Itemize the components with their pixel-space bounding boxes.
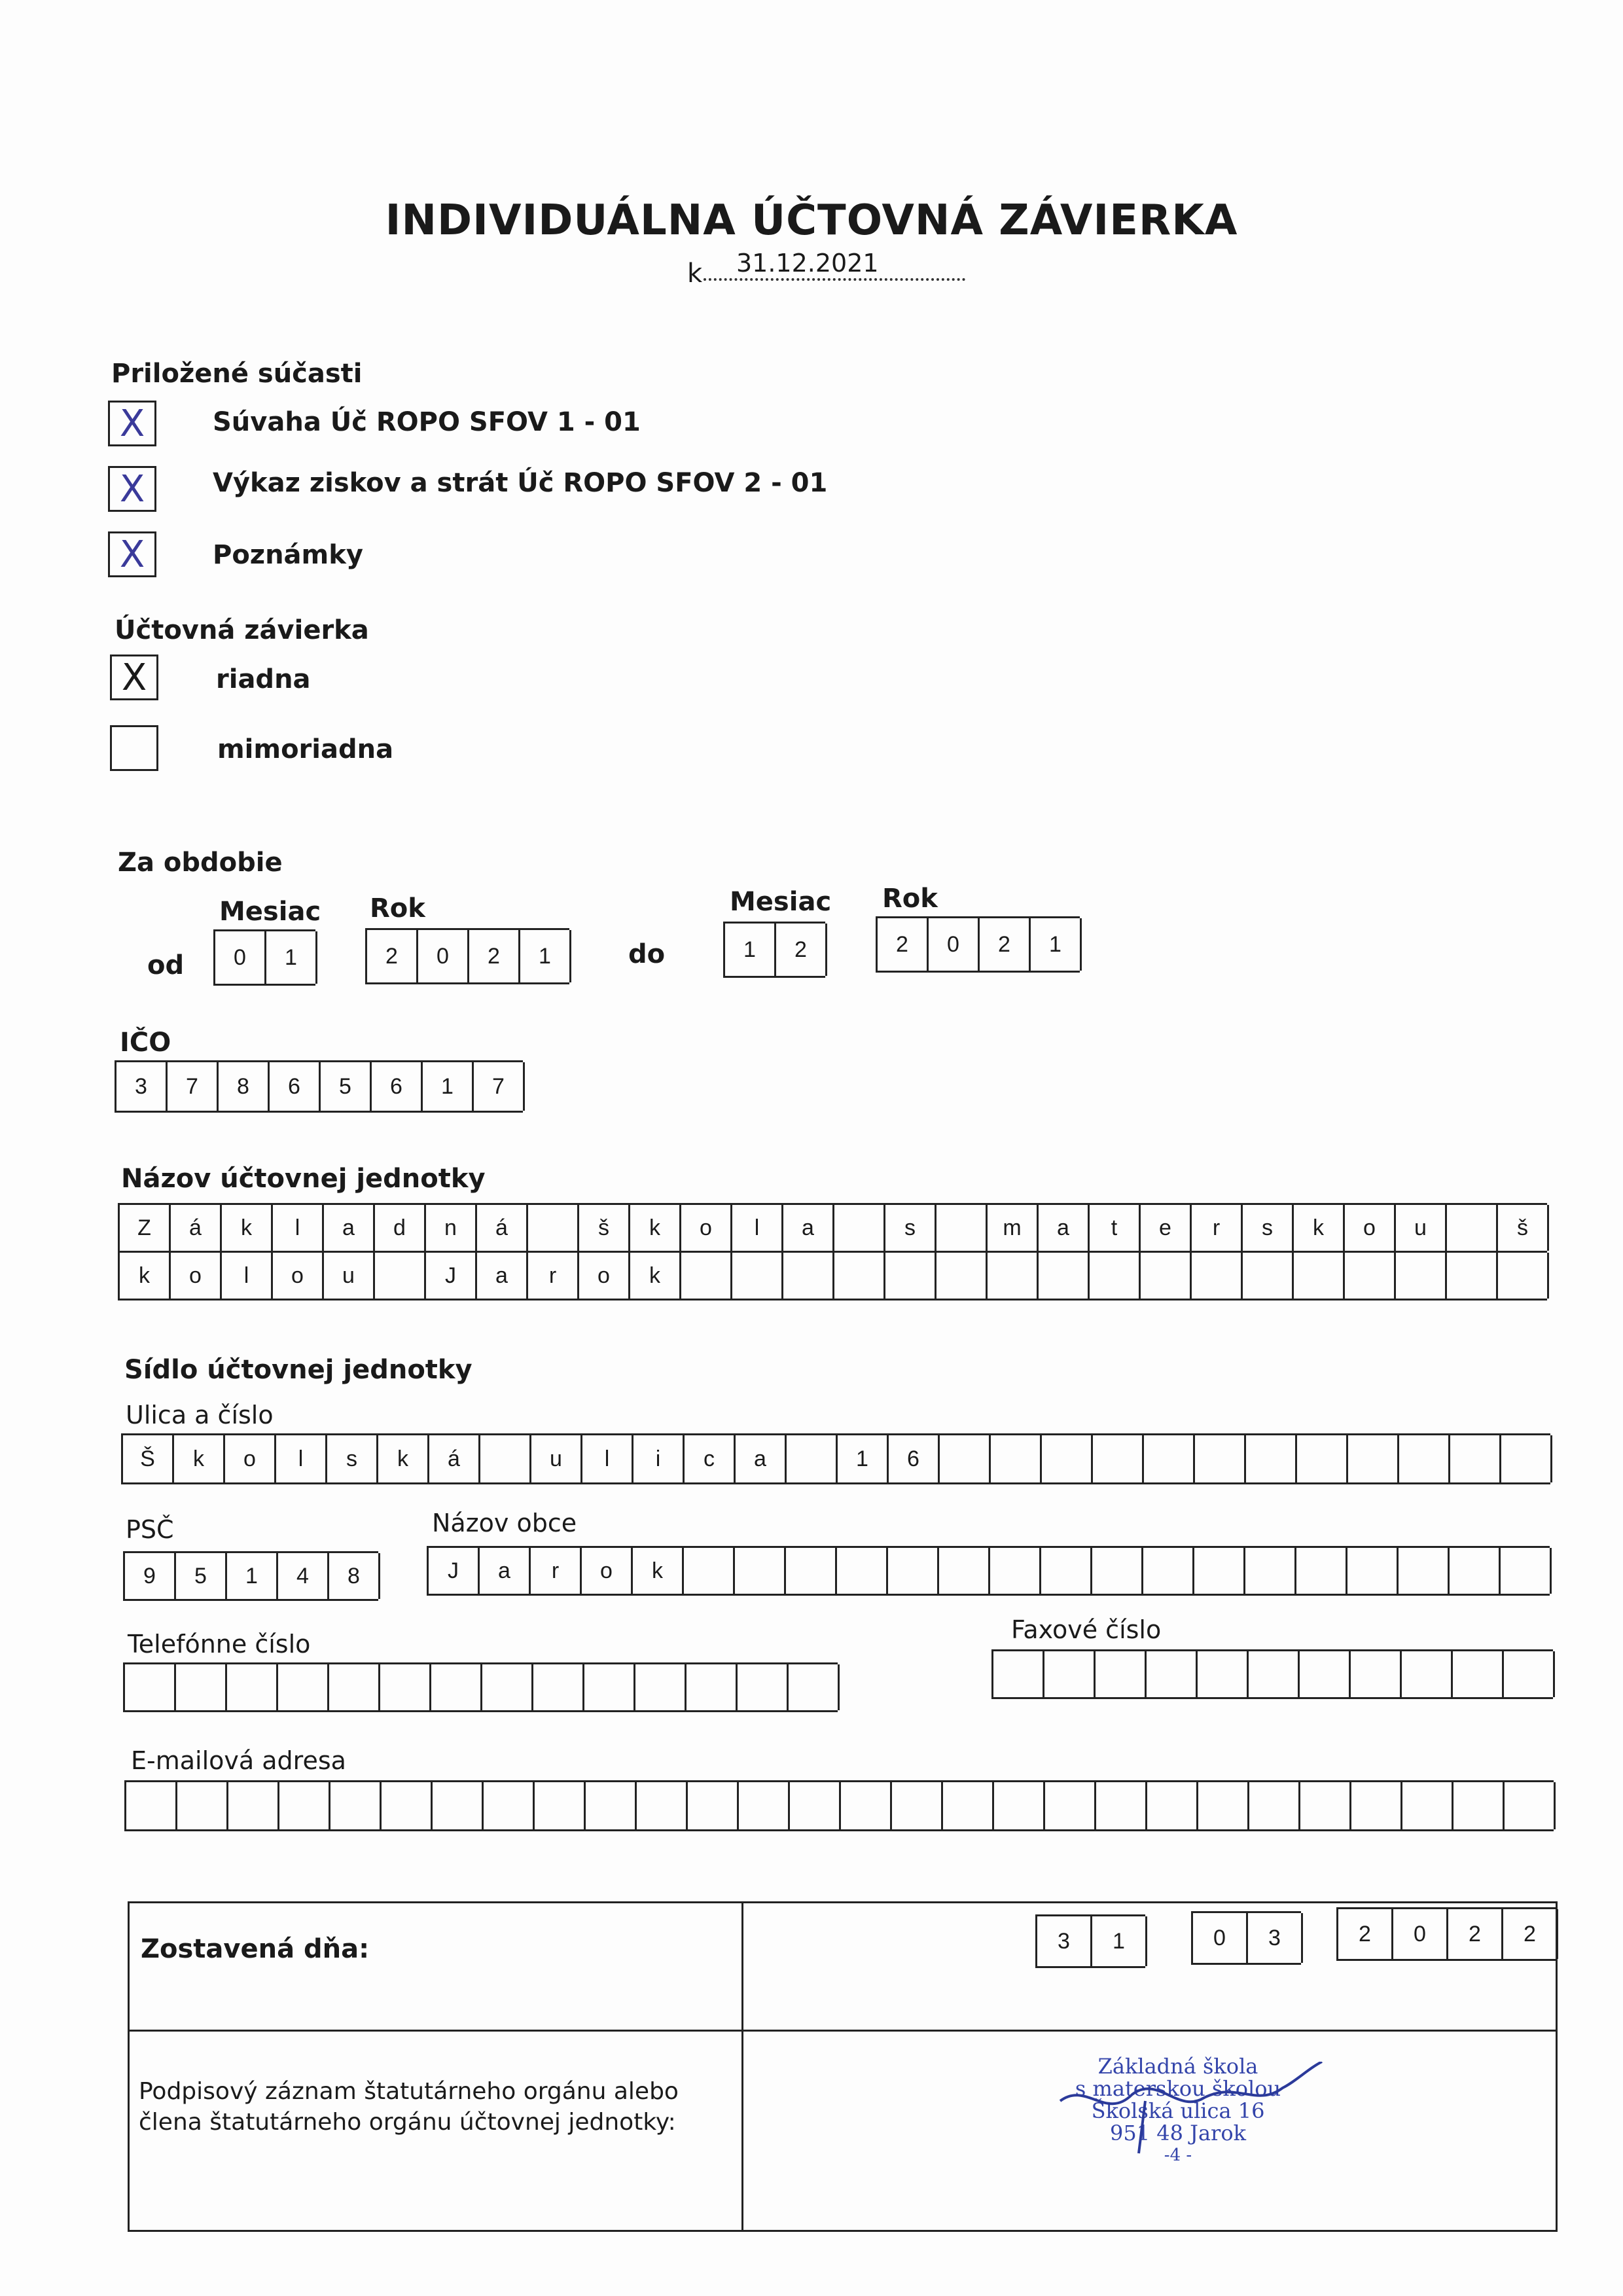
char-cell [943, 1782, 994, 1829]
attachments-heading: Priložené súčasti [111, 359, 363, 389]
char-cell [533, 1664, 584, 1710]
char-cell [739, 1782, 790, 1829]
char-cell [637, 1782, 688, 1829]
digit-cell: 1 [1031, 918, 1082, 971]
char-cell [535, 1782, 586, 1829]
char-cell: a [1039, 1205, 1090, 1251]
digit-cell: 2 [980, 918, 1031, 971]
char-cell [789, 1664, 840, 1710]
char-cell [1147, 1651, 1198, 1697]
char-cell [1453, 1651, 1504, 1697]
char-cell [837, 1548, 888, 1594]
char-cell: u [324, 1253, 375, 1299]
char-cell: r [1192, 1205, 1243, 1251]
char-cell [1450, 1548, 1501, 1594]
char-cell [1042, 1435, 1093, 1482]
closing-date: 31.12.2021 [736, 249, 879, 278]
table-divider [741, 1903, 743, 2230]
digit-cell: 2 [469, 930, 520, 982]
char-cell: k [222, 1205, 273, 1251]
char-cell [382, 1782, 433, 1829]
char-cell [433, 1782, 484, 1829]
digit-cell: 4 [278, 1553, 329, 1599]
char-cell [1447, 1205, 1498, 1251]
period-from-label: od [147, 950, 185, 980]
char-cell [1454, 1782, 1505, 1829]
digit-cell: 7 [168, 1062, 219, 1111]
checkbox-balance-sheet[interactable]: X [108, 401, 156, 446]
char-cell: s [327, 1435, 378, 1482]
char-cell [228, 1782, 279, 1829]
char-cell: J [429, 1548, 480, 1594]
char-cell [1296, 1548, 1347, 1594]
street-label: Ulica a číslo [126, 1401, 274, 1429]
char-cell [1147, 1782, 1198, 1829]
char-cell [1504, 1651, 1555, 1697]
char-cell [528, 1205, 579, 1251]
char-cell [1045, 1782, 1096, 1829]
char-cell: t [1090, 1205, 1141, 1251]
digit-cell: 8 [219, 1062, 270, 1111]
label-regular: riadna [216, 664, 311, 694]
char-cell [1249, 1782, 1300, 1829]
to-year-label: Rok [882, 884, 938, 914]
label-notes: Poznámky [213, 540, 363, 570]
char-cell: 6 [889, 1435, 940, 1482]
char-cell: o [582, 1548, 633, 1594]
char-cell: r [531, 1548, 582, 1594]
phone-field[interactable] [123, 1662, 838, 1712]
char-cell [1300, 1651, 1351, 1697]
char-cell: o [681, 1205, 732, 1251]
char-cell [1351, 1782, 1402, 1829]
char-cell [484, 1782, 535, 1829]
char-cell [1399, 1548, 1450, 1594]
char-cell: a [480, 1548, 531, 1594]
char-cell: o [225, 1435, 276, 1482]
char-cell [1351, 1651, 1402, 1697]
char-cell: s [1243, 1205, 1294, 1251]
char-cell [584, 1664, 635, 1710]
char-cell [1096, 1782, 1147, 1829]
char-cell: a [783, 1205, 834, 1251]
char-cell: l [273, 1205, 324, 1251]
city-label: Názov obce [432, 1509, 577, 1537]
char-cell: n [426, 1205, 477, 1251]
char-cell: k [633, 1548, 684, 1594]
email-field[interactable] [124, 1780, 1554, 1831]
unit-name-row-2[interactable] [118, 1251, 1547, 1300]
char-cell: š [1498, 1205, 1549, 1251]
digit-cell: 0 [929, 918, 980, 971]
ico-label: IČO [120, 1028, 171, 1058]
label-extraordinary: mimoriadna [217, 734, 394, 764]
char-cell: k [1294, 1205, 1345, 1251]
char-cell [688, 1782, 739, 1829]
stamp-line: Základná škola [1097, 2054, 1258, 2079]
char-cell: l [276, 1435, 327, 1482]
from-year-field[interactable] [365, 928, 569, 984]
char-cell [1096, 1651, 1147, 1697]
char-cell [1044, 1651, 1096, 1697]
char-cell [1399, 1435, 1450, 1482]
char-cell [279, 1782, 330, 1829]
char-cell: a [324, 1205, 375, 1251]
char-cell: o [171, 1253, 222, 1299]
char-cell [635, 1664, 687, 1710]
street-field[interactable] [121, 1433, 1550, 1484]
label-balance-sheet: Súvaha Úč ROPO SFOV 1 - 01 [213, 407, 641, 437]
char-cell [936, 1205, 988, 1251]
char-cell [1345, 1253, 1396, 1299]
closing-type-heading: Účtovná závierka [115, 615, 369, 645]
char-cell: á [429, 1435, 480, 1482]
char-cell [177, 1782, 228, 1829]
char-cell [380, 1664, 431, 1710]
char-cell [176, 1664, 227, 1710]
from-year-label: Rok [370, 893, 425, 924]
char-cell [990, 1548, 1041, 1594]
char-cell [888, 1548, 939, 1594]
label-income-statement: Výkaz ziskov a strát Úč ROPO SFOV 2 - 01 [213, 468, 828, 498]
unit-name-row-1[interactable] [118, 1203, 1547, 1253]
handwritten-signature [1047, 2062, 1335, 2166]
char-cell [1198, 1651, 1249, 1697]
char-cell: r [528, 1253, 579, 1299]
char-cell: l [582, 1435, 633, 1482]
char-cell [227, 1664, 278, 1710]
digit-cell: 0 [1193, 1913, 1248, 1963]
char-cell [1294, 1253, 1345, 1299]
ico-field[interactable] [115, 1060, 523, 1113]
fax-label: Faxové číslo [1011, 1615, 1162, 1644]
char-cell: u [1396, 1205, 1447, 1251]
char-cell [1450, 1435, 1501, 1482]
char-cell [988, 1253, 1039, 1299]
char-cell: a [736, 1435, 787, 1482]
psc-field[interactable] [123, 1551, 378, 1601]
char-cell [375, 1253, 426, 1299]
checkbox-regular[interactable]: X [110, 655, 158, 700]
date-dotted-line [704, 278, 965, 281]
digit-cell: 3 [1248, 1913, 1303, 1963]
char-cell [126, 1782, 177, 1829]
char-cell [1194, 1548, 1245, 1594]
char-cell [278, 1664, 329, 1710]
digit-cell: 5 [321, 1062, 372, 1111]
digit-cell: 3 [1037, 1916, 1092, 1966]
char-cell: J [426, 1253, 477, 1299]
city-field[interactable] [427, 1546, 1550, 1596]
char-cell [1039, 1253, 1090, 1299]
char-cell [841, 1782, 892, 1829]
digit-cell: 7 [474, 1062, 525, 1111]
char-cell [787, 1435, 838, 1482]
digit-cell: 2 [776, 924, 827, 976]
char-cell [1090, 1253, 1141, 1299]
char-cell [1198, 1782, 1249, 1829]
digit-cell: 0 [1393, 1909, 1448, 1959]
char-cell: á [171, 1205, 222, 1251]
psc-label: PSČ [126, 1515, 174, 1544]
char-cell: 1 [838, 1435, 889, 1482]
char-cell [1249, 1651, 1300, 1697]
char-cell [1192, 1253, 1243, 1299]
checkbox-extraordinary[interactable] [110, 725, 158, 771]
compiled-label: Zostavená dňa: [141, 1934, 370, 1964]
char-cell [431, 1664, 482, 1710]
char-cell: s [885, 1205, 936, 1251]
char-cell: o [273, 1253, 324, 1299]
char-cell: k [630, 1205, 681, 1251]
digit-cell: 6 [372, 1062, 423, 1111]
phone-label: Telefónne číslo [128, 1630, 311, 1659]
char-cell [687, 1664, 738, 1710]
digit-cell: 2 [367, 930, 418, 982]
char-cell: k [378, 1435, 429, 1482]
char-cell [125, 1664, 176, 1710]
char-cell: a [477, 1253, 528, 1299]
char-cell: Z [120, 1205, 171, 1251]
stamp-line: Školská ulica 16 [1091, 2098, 1265, 2123]
table-divider [130, 2030, 1556, 2032]
char-cell [1246, 1435, 1297, 1482]
digit-cell: 8 [329, 1553, 380, 1599]
char-cell: k [120, 1253, 171, 1299]
digit-cell: 3 [116, 1062, 168, 1111]
email-label: E-mailová adresa [131, 1746, 346, 1775]
document-title: INDIVIDUÁLNA ÚČTOVNÁ ZÁVIERKA [385, 196, 1238, 245]
char-cell: k [174, 1435, 225, 1482]
char-cell [1093, 1435, 1144, 1482]
date-prefix: k [687, 259, 703, 289]
char-cell [1402, 1651, 1453, 1697]
char-cell [994, 1782, 1045, 1829]
unit-name-label: Názov účtovnej jednotky [121, 1164, 486, 1194]
char-cell [329, 1664, 380, 1710]
char-cell: Š [123, 1435, 174, 1482]
compiled-day-field[interactable] [1035, 1914, 1145, 1968]
digit-cell: 6 [270, 1062, 321, 1111]
char-cell: u [531, 1435, 582, 1482]
char-cell [330, 1782, 382, 1829]
char-cell: o [579, 1253, 630, 1299]
char-cell [681, 1253, 732, 1299]
digit-cell: 2 [1338, 1909, 1393, 1959]
stamp-line: 951 48 Jarok [1110, 2121, 1246, 2145]
char-cell: d [375, 1205, 426, 1251]
period-to-label: do [628, 939, 666, 969]
char-cell [1505, 1782, 1556, 1829]
digit-cell: 0 [418, 930, 469, 982]
char-cell [834, 1253, 885, 1299]
char-cell [1092, 1548, 1143, 1594]
compiled-month-field[interactable] [1191, 1911, 1301, 1965]
from-month-label: Mesiac [219, 897, 321, 927]
char-cell [939, 1548, 990, 1594]
char-cell [1144, 1435, 1195, 1482]
compiled-year-field[interactable] [1336, 1907, 1556, 1961]
char-cell [993, 1651, 1044, 1697]
char-cell [790, 1782, 841, 1829]
char-cell [1297, 1435, 1348, 1482]
char-cell [480, 1435, 531, 1482]
char-cell [586, 1782, 637, 1829]
char-cell: k [630, 1253, 681, 1299]
char-cell [1243, 1253, 1294, 1299]
signature-label-line-2: člena štatutárneho orgánu účtovnej jednotky: [139, 2109, 676, 2136]
char-cell [1348, 1435, 1399, 1482]
digit-cell: 1 [520, 930, 571, 982]
char-cell [1501, 1548, 1552, 1594]
char-cell [1141, 1253, 1192, 1299]
char-cell [738, 1664, 789, 1710]
checkbox-income-statement[interactable]: X [108, 466, 156, 512]
char-cell: o [1345, 1205, 1396, 1251]
to-month-label: Mesiac [730, 887, 832, 917]
char-cell [1041, 1548, 1092, 1594]
char-cell [1447, 1253, 1498, 1299]
char-cell [834, 1205, 885, 1251]
char-cell [732, 1253, 783, 1299]
stamp-line: s materskou školou [1075, 2076, 1281, 2101]
period-heading: Za obdobie [118, 848, 283, 878]
char-cell: l [222, 1253, 273, 1299]
digit-cell: 5 [176, 1553, 227, 1599]
checkbox-notes[interactable]: X [108, 531, 156, 577]
char-cell [1245, 1548, 1296, 1594]
char-cell [786, 1548, 837, 1594]
to-year-field[interactable] [876, 916, 1080, 973]
to-month-field[interactable] [723, 922, 825, 978]
char-cell [783, 1253, 834, 1299]
char-cell: i [633, 1435, 685, 1482]
char-cell [482, 1664, 533, 1710]
stamp-line: -4 - [1164, 2145, 1192, 2165]
char-cell: l [732, 1205, 783, 1251]
digit-cell: 1 [725, 924, 776, 976]
char-cell [735, 1548, 786, 1594]
char-cell [1501, 1435, 1552, 1482]
char-cell [991, 1435, 1042, 1482]
char-cell [1347, 1548, 1399, 1594]
digit-cell: 0 [215, 931, 266, 984]
seat-heading: Sídlo účtovnej jednotky [124, 1355, 473, 1385]
char-cell: á [477, 1205, 528, 1251]
digit-cell: 1 [1092, 1916, 1147, 1966]
char-cell [885, 1253, 936, 1299]
char-cell [1498, 1253, 1549, 1299]
char-cell: c [685, 1435, 736, 1482]
digit-cell: 2 [878, 918, 929, 971]
digit-cell: 2 [1503, 1909, 1558, 1959]
signature-label-line-1: Podpisový záznam štatutárneho orgánu alebo [139, 2078, 679, 2105]
char-cell [1195, 1435, 1246, 1482]
char-cell [1300, 1782, 1351, 1829]
char-cell: m [988, 1205, 1039, 1251]
char-cell [936, 1253, 988, 1299]
digit-cell: 1 [266, 931, 317, 984]
char-cell: e [1141, 1205, 1192, 1251]
digit-cell: 9 [125, 1553, 176, 1599]
char-cell [1402, 1782, 1454, 1829]
from-month-field[interactable] [213, 929, 315, 986]
char-cell: š [579, 1205, 630, 1251]
digit-cell: 2 [1448, 1909, 1503, 1959]
char-cell [684, 1548, 735, 1594]
char-cell [1143, 1548, 1194, 1594]
char-cell [940, 1435, 991, 1482]
char-cell [1396, 1253, 1447, 1299]
digit-cell: 1 [423, 1062, 474, 1111]
fax-field[interactable] [991, 1649, 1553, 1699]
digit-cell: 1 [227, 1553, 278, 1599]
char-cell [892, 1782, 943, 1829]
